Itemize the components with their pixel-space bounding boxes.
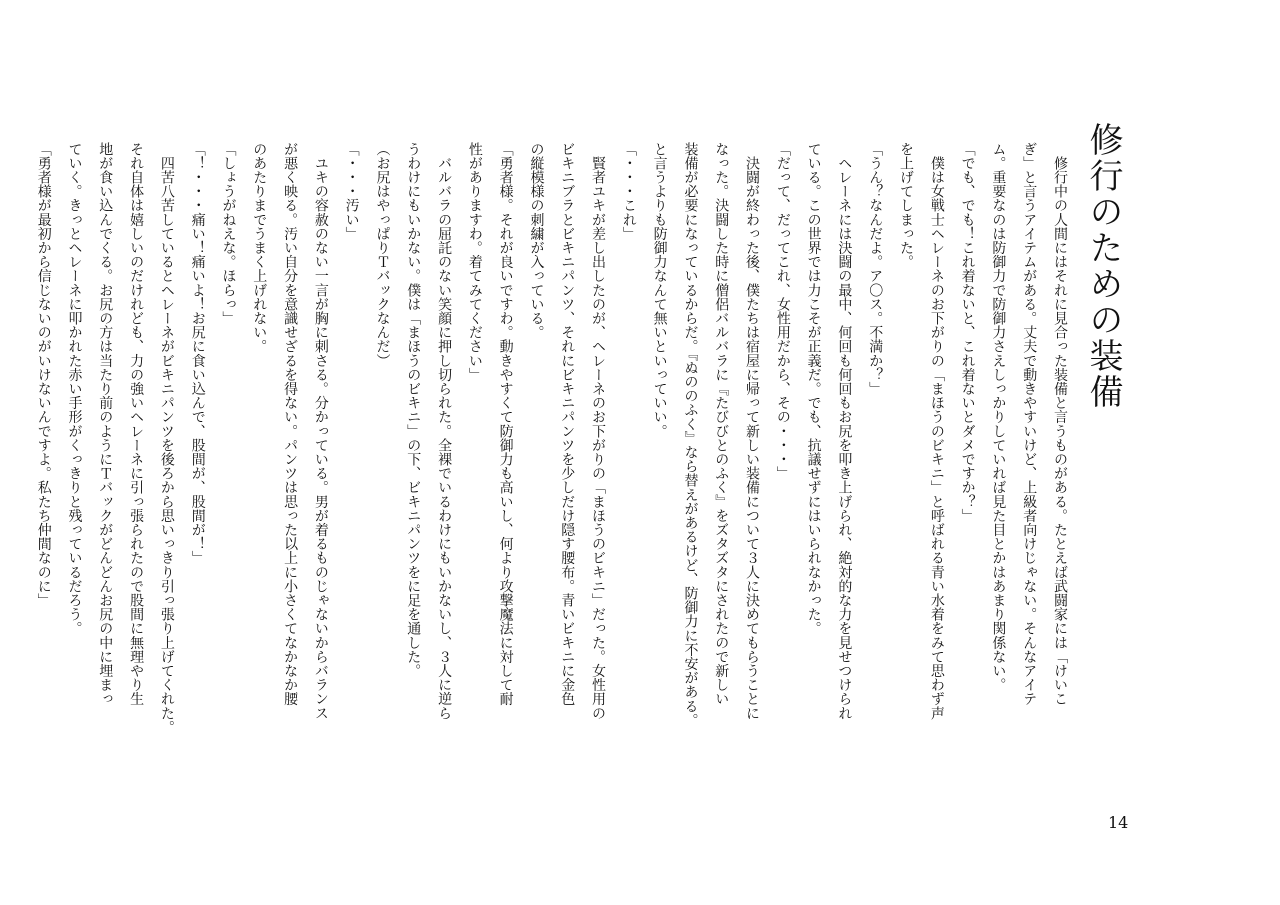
text-column: それ自体は嬉しいのだけれども、力の強いヘレーネに引っ張られたので股間に無理やり生	[128, 142, 145, 706]
text-column: ビキニブラとビキニパンツ、それにビキニパンツを少しだけ隠す腰布。青いビキニに金色	[559, 142, 576, 706]
text-column: ム。重要なのは防御力で防御力さえしっかりしていれば見た目とかはあまり関係ない。	[990, 142, 1007, 692]
text-column: と言うよりも防御力なんて無いといっていい。	[651, 142, 668, 439]
text-column: 「！・・・痛い！痛いよ！お尻に食い込んで、股間が、股間が！」	[189, 142, 206, 565]
text-column: ヘレーネには決闘の最中、何回も何回もお尻を叩き上げられ、絶対的な力を見せつけられ	[836, 142, 853, 721]
text-column: 性がありますわ。着てみてください」	[466, 142, 483, 382]
text-column: ていく。きっとヘレーネに叩かれた赤い手形がくっきりと残っているだろう。	[66, 142, 83, 636]
text-column: 地が食い込んでくる。お尻の方は当たり前のようにＴバックがどんどんお尻の中に埋まっ	[97, 142, 114, 706]
text-column: 賢者ユキが差し出したのが、ヘレーネのお下がりの「まほうのビキニ」だった。女性用の	[590, 142, 607, 721]
text-column: （お尻はやっぱりＴバックなんだ）	[374, 142, 391, 368]
text-column: 「・・・これ」	[620, 142, 637, 241]
text-column: 装備が必要になっているからだ。『ぬののふく』なら替えがあるけど、防御力に不安がある。	[682, 142, 699, 728]
text-column: ぎ」と言うアイテムがある。丈夫で動きやすいけど、上級者向けじゃない。そんなアイテ	[1021, 142, 1038, 706]
page-title: 修行のための装備	[1083, 122, 1123, 410]
text-column: 「でも、でも！これ着ないと、これ着ないとダメですか？」	[959, 142, 976, 523]
text-column: を上げてしまった。	[898, 142, 915, 269]
text-column: 「・・・汚い」	[343, 142, 360, 241]
text-column: ユキの容赦のない一言が胸に刺さる。分かっている。男が着るものじゃないからバランス	[312, 142, 329, 721]
text-column: うわけにもいかない。僕は「まほうのビキニ」の下、ビキニパンツをに足を通した。	[405, 142, 422, 678]
text-column: 僕は女戦士ヘレーネのお下がりの「まほうのビキニ」と呼ばれる青い水着をみて思わず声	[928, 142, 945, 721]
text-column: 四苦八苦しているとヘレーネがビキニパンツを後ろから思いっきり引っ張り上げてくれた。	[158, 142, 175, 735]
text-column: 決闘が終わった後、僕たちは宿屋に帰って新しい装備について３人に決めてもらうことに	[744, 142, 761, 721]
text-column: 「勇者様。それが良いですわ。動きやすくて防御力も高いし、何より攻撃魔法に対して耐	[497, 142, 514, 706]
text-column: 「しょうがねえな。ほらっ」	[220, 142, 237, 326]
text-column: なった。決闘した時に僧侶バルバラに『たびびとのふく』をズタズタにされたので新しい	[713, 142, 730, 706]
text-column: 修行中の人間にはそれに見合った装備と言うものがある。たとえば武闘家には「けいこ	[1052, 142, 1068, 706]
text-column: 「勇者様が最初から信じないのがいけないんですよ。私たち仲間なのに」	[35, 142, 52, 608]
text-column: バルバラの屈託のない笑顔に押し切られた。全裸でいるわけにもいかないし、３人に逆ら	[436, 142, 453, 721]
text-column: ている。この世界では力こそが正義だ。でも、抗議せずにはいられなかった。	[805, 142, 822, 636]
page-number: 14	[1108, 813, 1129, 832]
text-column: の縦模様の刺繍が入っている。	[528, 142, 545, 340]
text-column: 「うん？なんだよ。ア〇ス。不満か？」	[867, 142, 884, 396]
body-text	[35, 142, 1075, 802]
text-column: のあたりまでうまく上げれない。	[251, 142, 268, 354]
text-column: が悪く映る。汚い自分を意識せざるを得ない。パンツは思った以上に小さくてなかなか腰	[282, 142, 299, 706]
text-column: 「だって、だってこれ、女性用だから、その・・・」	[774, 142, 791, 481]
